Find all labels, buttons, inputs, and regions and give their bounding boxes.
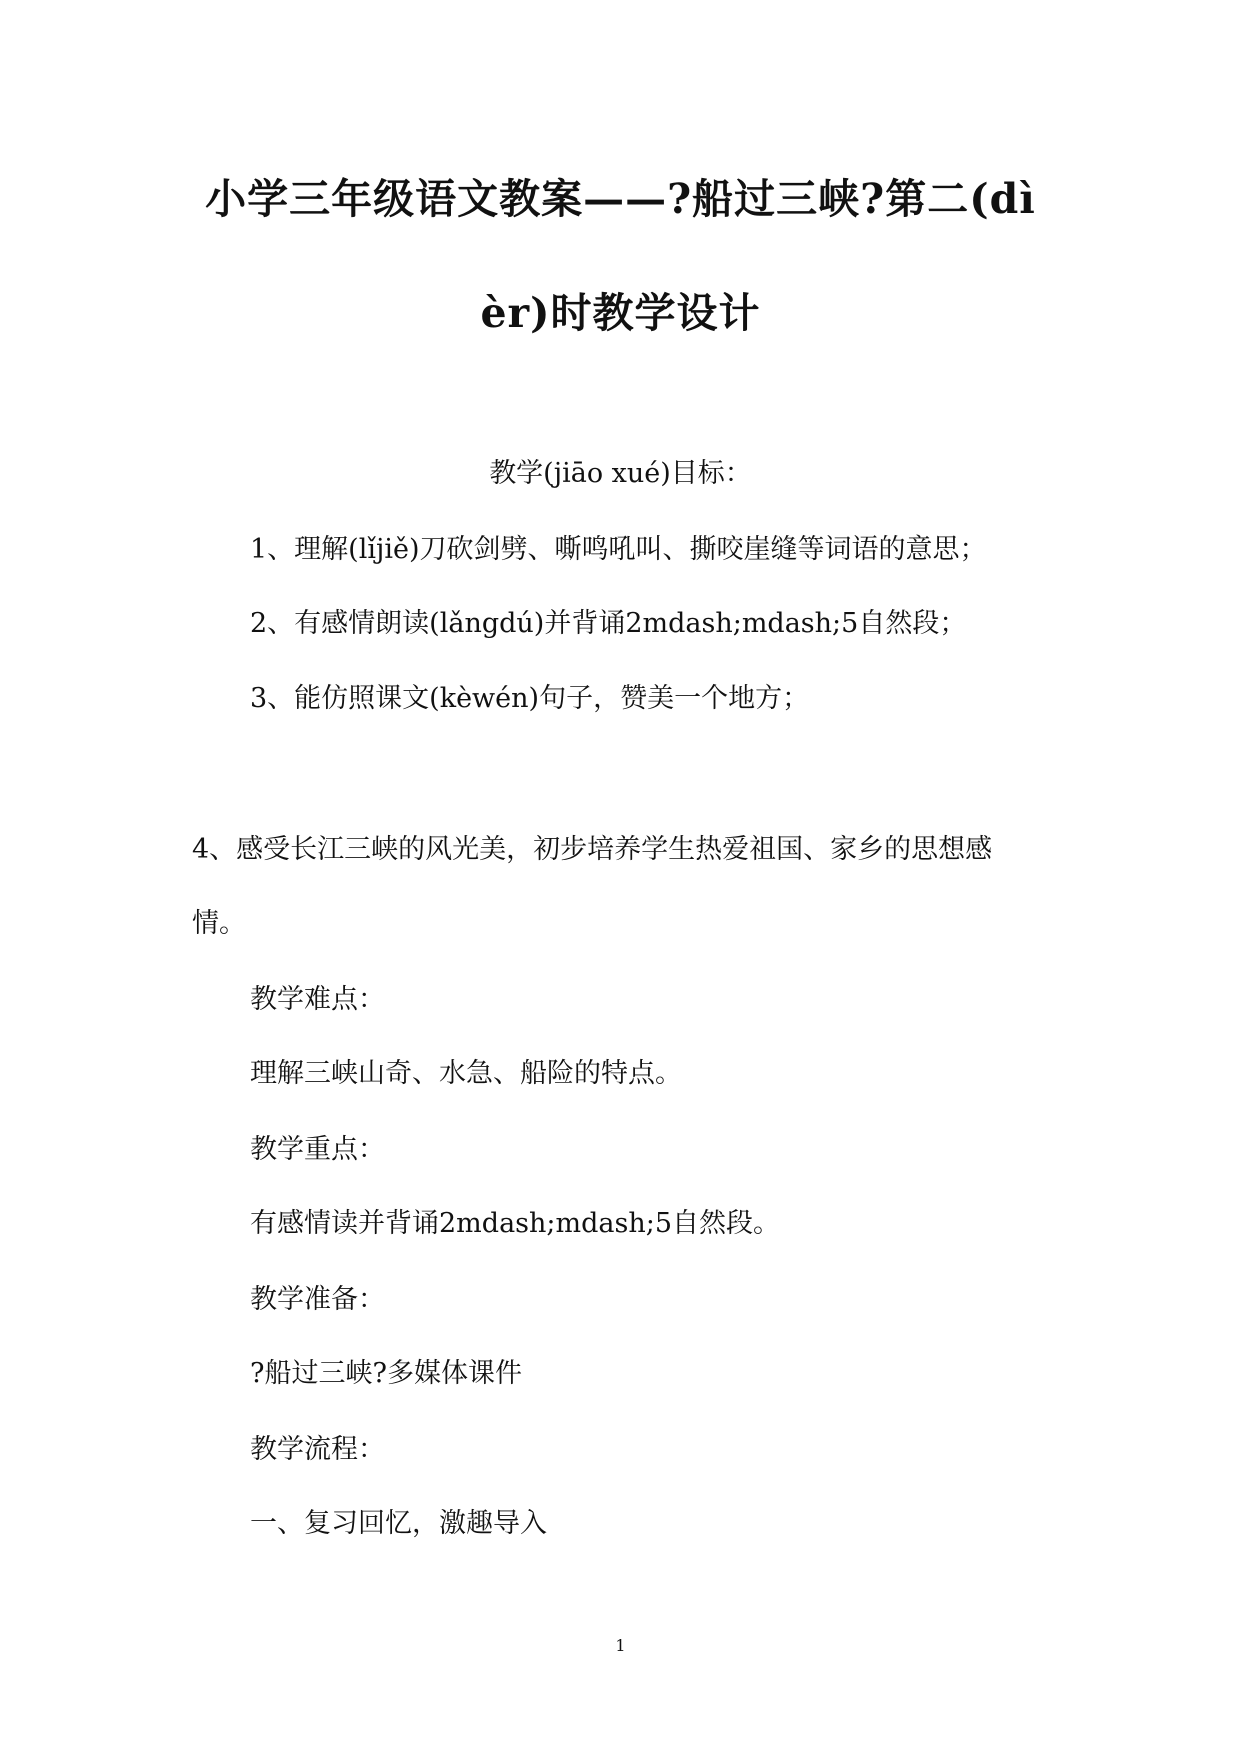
difficulty-heading: 教学难点： — [250, 984, 385, 1015]
objective-item-2: 2、有感情朗读(lǎngdú)并背诵2mdash;mdash;5自然段； — [250, 608, 967, 639]
preparation-text: ?船过三峡?多媒体课件 — [250, 1358, 522, 1389]
key-points-text: 有感情读并背诵2mdash;mdash;5自然段。 — [250, 1208, 781, 1239]
document-title-line-1: 小学三年级语文教案——?船过三峡?第二(dì — [205, 175, 1036, 223]
document-title-line-2: èr)时教学设计 — [480, 289, 761, 337]
objective-item-3: 3、能仿照课文(kèwén)句子，赞美一个地方； — [250, 683, 810, 714]
page-number: 1 — [615, 1636, 626, 1655]
objective-item-4-line-2: 情。 — [192, 908, 246, 939]
objectives-heading: 教学(jiāo xué)目标： — [489, 458, 752, 489]
objective-item-4-line-1: 4、感受长江三峡的风光美，初步培养学生热爱祖国、家乡的思想感 — [192, 834, 993, 865]
process-heading: 教学流程： — [250, 1434, 385, 1465]
objective-item-1: 1、理解(lǐjiě)刀砍剑劈、嘶鸣吼叫、撕咬崖缝等词语的意思； — [250, 534, 987, 565]
difficulty-text: 理解三峡山奇、水急、船险的特点。 — [250, 1058, 682, 1089]
preparation-heading: 教学准备： — [250, 1284, 385, 1315]
key-points-heading: 教学重点： — [250, 1134, 385, 1165]
process-step-1: 一、复习回忆，激趣导入 — [250, 1508, 547, 1539]
